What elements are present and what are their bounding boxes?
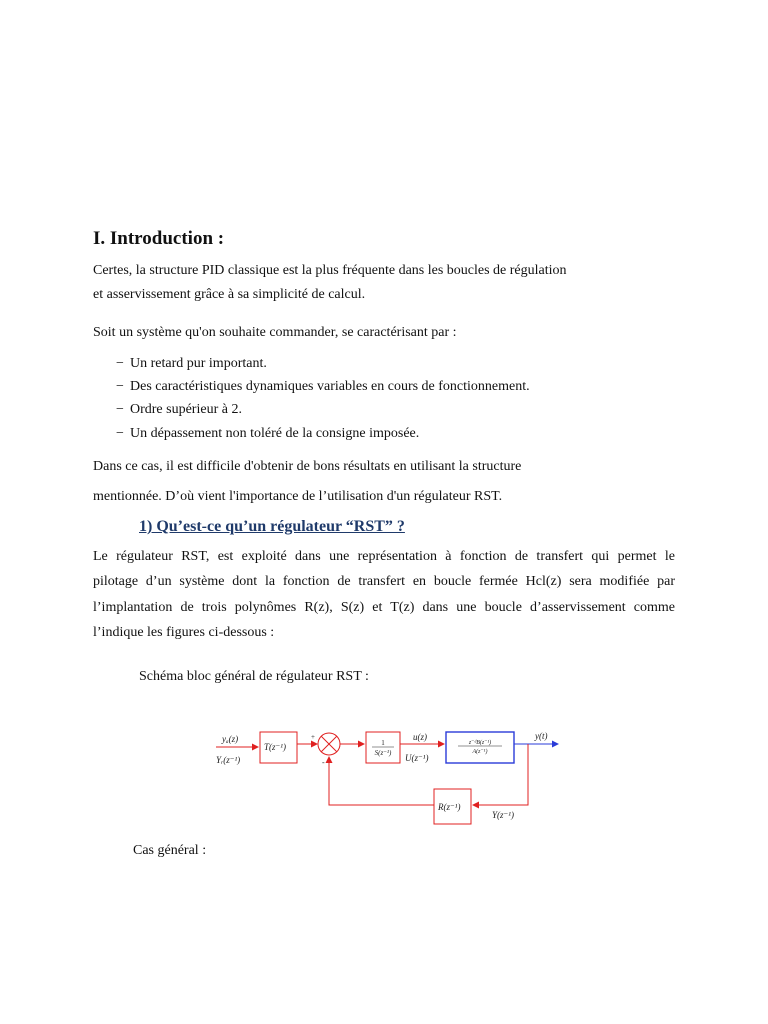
block-plant (446, 732, 514, 763)
list-item-text: Un retard pur important. (130, 356, 267, 371)
rst-paragraph-line: pilotage d’un système dont la fonction de transfert en boucle fermée Hcl(z) sera modifiée par (93, 574, 675, 589)
block-t-label: T(z⁻¹) (264, 742, 286, 752)
list-item-text: Un dépassement non toléré de la consigne imposée. (130, 426, 420, 441)
input-label-top: yₐ(z) (222, 734, 239, 744)
u-label-bottom: U(z⁻¹) (405, 753, 429, 763)
list-item (116, 356, 267, 372)
bullet-marker: − (116, 402, 124, 417)
plus-sign: + (311, 733, 315, 741)
case-caption: Cas général : (133, 843, 207, 858)
rst-paragraph-line: Le régulateur RST, est exploité dans une représentation à fonction de transfert qui permet le (93, 549, 675, 564)
bullet-marker: − (116, 379, 124, 394)
plant-numerator: z⁻ᵈB(z⁻¹) (468, 740, 492, 746)
list-item (116, 402, 242, 418)
rst-paragraph-line: l’implantation de trois polynômes R(z), S(z) et T(z) dans une boucle d’asservissement comme (93, 600, 675, 615)
list-item (116, 379, 530, 395)
section-title: I. Introduction : (93, 228, 225, 249)
intro-paragraph-line: Certes, la structure PID classique est la plus fréquente dans les boucles de régulation (93, 263, 567, 278)
list-item-text: Ordre supérieur à 2. (130, 402, 242, 417)
r-to-sum-path (329, 757, 434, 805)
rst-paragraph-line: l’indique les figures ci-dessous : (93, 625, 275, 640)
conclusion-paragraph-line: mentionnée. D’où vient l'importance de l’utilisation d'un régulateur RST. (93, 489, 503, 504)
list-item (116, 426, 419, 442)
list-item-text: Des caractéristiques dynamiques variables en cours de fonctionnement. (130, 379, 530, 394)
bullet-marker: − (116, 356, 124, 371)
output-label: y(t) (535, 731, 548, 741)
plant-denominator: A(z⁻¹) (472, 749, 488, 755)
input-label-bottom: Yᵣ(z⁻¹) (216, 755, 241, 765)
subsection-title: 1) Qu’est-ce qu’un régulateur “RST” ? (139, 518, 405, 535)
intro-paragraph-line: et asservissement grâce à sa simplicité de calcul. (93, 287, 366, 302)
rst-block-diagram (200, 722, 570, 832)
system-paragraph: Soit un système qu'on souhaite commander, se caractérisant par : (93, 325, 457, 340)
block-s (366, 732, 400, 763)
block-s-numerator: 1 (381, 739, 385, 747)
bullet-marker: − (116, 426, 124, 441)
feedback-label: Y(z⁻¹) (492, 810, 514, 820)
block-r-label: R(z⁻¹) (438, 802, 461, 812)
block-s-denominator: S(z⁻¹) (374, 749, 392, 757)
minus-sign: - (322, 758, 325, 767)
schema-caption: Schéma bloc général de régulateur RST : (139, 669, 369, 684)
conclusion-paragraph-line: Dans ce cas, il est difficile d'obtenir de bons résultats en utilisant la structure (93, 459, 522, 474)
u-label-top: u(z) (413, 732, 427, 742)
